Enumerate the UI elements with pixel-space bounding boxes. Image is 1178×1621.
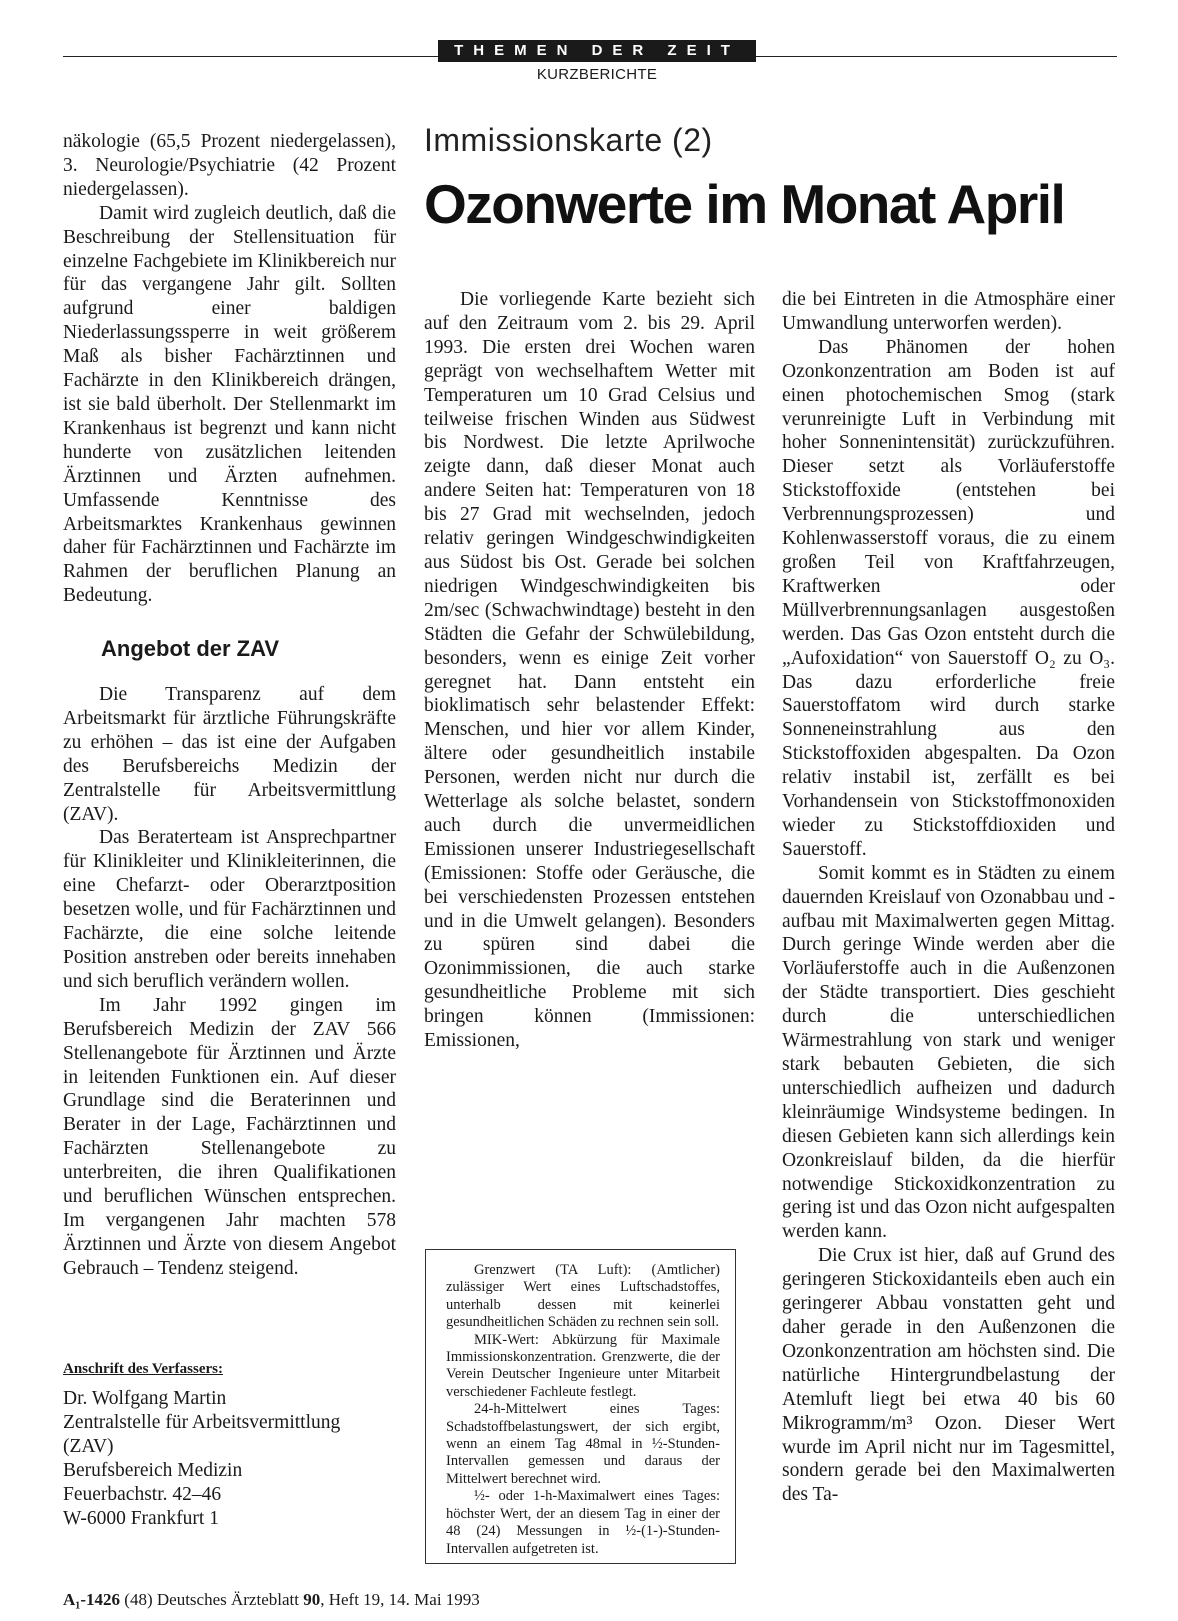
page-number: A₁-1426 bbox=[63, 1590, 121, 1609]
paragraph: Das Phänomen der hohen Ozonkonzentration am Boden ist auf einen photochemischen Smog (stark verunreinigte Luft in Verbindung mit hoher Sonnenintensität) zurückzuführen. Dieser setzt als Vorläuferstoffe Stickstoffoxide (entstehen bei Verbrennungsprozessen) und Kohlenwasserstoff voraus, die zu einem großen Teil von Kraftfahrzeugen, Kraftwerken oder Müllverbrennungsanlagen ausgestoßen werden. Das Gas Ozon entsteht durch die „Aufoxidation“ von Sauerstoff O₂ zu O₃. Das dazu erforderliche freie Sauerstoffatom wird durch starke Sonneneinstrahlung aus den Stickstoffoxiden abgespalten. Da Ozon relativ instabil ist, zerfällt es bei Vorhandensein von Stickstoffmonoxiden wieder zu Stickstoffdioxiden und Sauerstoff. bbox=[782, 336, 1115, 860]
header-band: THEMEN DER ZEIT bbox=[438, 40, 756, 62]
glossary-entry: MIK-Wert: Abkürzung für Maximale Immissionskonzentration. Grenzwerte, die der Verein Deutscher Ingenieure unter Mitarbeit verschiedener Fachleute festlegt. bbox=[446, 1331, 720, 1400]
paragraph: Die Transparenz auf dem Arbeitsmarkt für ärztliche Führungskräfte zu erhöhen – das ist eine der Aufgaben des Berufsbereichs Medizin der Zentralstelle für Arbeitsvermittlung (ZAV). bbox=[63, 684, 396, 825]
paragraph: näkologie (65,5 Prozent niedergelassen), 3. Neurologie/Psychiatrie (42 Prozent niedergelassen). bbox=[63, 131, 396, 200]
address-line: Zentralstelle für Arbeitsvermittlung bbox=[63, 1411, 341, 1433]
page-footer bbox=[63, 1590, 480, 1610]
author-address bbox=[63, 1387, 393, 1530]
column-left-lower bbox=[63, 683, 396, 1281]
article-kicker: Immissionskarte (2) bbox=[424, 122, 713, 158]
section-label: KURZBERICHTE bbox=[536, 66, 658, 83]
address-line: W-6000 Frankfurt 1 bbox=[63, 1507, 219, 1529]
column-middle bbox=[424, 288, 755, 1053]
glossary-box bbox=[425, 1249, 736, 1564]
article-headline: Ozonwerte im Monat April bbox=[424, 173, 1065, 235]
glossary-entry: 24-h-Mittelwert eines Tages: Schadstoffbelastungswert, der sich ergibt, wenn an einem Tag 48mal in ½-Stunden-Intervallen gemessen und daraus der Mittelwert berechnet wird. bbox=[446, 1401, 720, 1487]
address-label: Anschrift des Verfassers: bbox=[63, 1361, 223, 1377]
paragraph: Im Jahr 1992 gingen im Berufsbereich Medizin der ZAV 566 Stellenangebote für Ärztinnen und Ärzte in leitenden Funktionen ein. Auf dieser Grundlage sind die Beraterinnen und Berater in der Lage, Fachärztinnen und Fachärzten Stellenangebote zu unterbreiten, die ihren Qualifikationen und beruflichen Wünschen entsprechen. Im vergangenen Jahr machten 578 Ärztinnen und Ärzte von diesem Angebot Gebrauch – Tendenz steigend. bbox=[63, 994, 396, 1279]
paragraph: die bei Eintreten in die Atmosphäre einer Umwandlung unterworfen werden). bbox=[782, 289, 1115, 334]
paragraph: Die Crux ist hier, daß auf Grund des geringeren Stickoxidanteils eben auch ein geringerer Abbau vonstatten geht und daher gerade in den Außenzonen die Ozonkonzentration am höchsten sind. Die natürliche Hintergrundbelastung der Atemluft liegt bei etwa 40 bis 60 Mikrogramm/m³ Ozon. Dieser Wert wurde im April nicht nur im Tagesmittel, sondern gerade bei den Maximalwerten des Ta- bbox=[782, 1245, 1115, 1506]
address-line: Berufsbereich Medizin bbox=[63, 1459, 243, 1481]
paragraph: Damit wird zugleich deutlich, daß die Beschreibung der Stellensituation für einzelne Fachgebiete im Klinikbereich nur für das vergangene Jahr gilt. Sollten aufgrund einer baldigen Niederlassungssperre in weit größerem Maß als bisher Fachärztinnen und Fachärzte in den Klinikbereich drängen, ist sie bald überholt. Der Stellenmarkt im Krankenhaus ist begrenzt und kann nicht hunderte von zusätzlichen leitenden Ärztinnen und Ärzten aufnehmen. Umfassende Kenntnisse des Arbeitsmarktes Krankenhaus gewinnen daher für Fachärztinnen und Fachärzte im Rahmen der beruflichen Planung an Bedeutung. bbox=[63, 202, 396, 607]
footer-issue: , Heft 19, 14. Mai 1993 bbox=[320, 1590, 480, 1609]
paragraph: Das Beraterteam ist Ansprechpartner für Klinikleiter und Klinikleiterinnen, die eine Chefarzt- oder Oberarztposition besetzen wolle, und für Fachärztinnen und Fachärzte, die eine solche leitende Position anstreben oder bereits innehaben und sich beruflich verändern wollen. bbox=[63, 827, 396, 992]
column-right bbox=[782, 288, 1115, 1507]
address-line: (ZAV) bbox=[63, 1435, 114, 1457]
paragraph: Somit kommt es in Städten zu einem dauernden Kreislauf von Ozonabbau und -aufbau mit Maximalwerten gegen Mittag. Durch geringe Winde werden aber die Vorläuferstoffe auch in die Außenzonen der Städte transportiert. Dies geschieht durch die unterschiedlichen Wärmestrahlung von stark und weniger stark bebauten Gebieten, die sich unterschiedlich aufheizen und dadurch kleinräumige Windsysteme bedingen. In diesen Gebieten kann sich allerdings kein Ozonkreislauf bilden, da die hierfür notwendige Stickoxidkonzentration zu gering ist und das Ozon nicht aufgespalten werden kann. bbox=[782, 862, 1115, 1243]
column-left bbox=[63, 130, 396, 608]
subheading: Angebot der ZAV bbox=[101, 636, 280, 661]
address-line: Dr. Wolfgang Martin bbox=[63, 1388, 227, 1409]
glossary-entry: ½- oder 1-h-Maximalwert eines Tages: höchster Wert, der an diesem Tag in einer der 48 (24) Messungen in ½-(1-)-Stunden-Intervallen aufgetreten ist. bbox=[446, 1488, 720, 1557]
footer-journal: (48) Deutsches Ärzteblatt bbox=[120, 1590, 304, 1609]
footer-volume: 90 bbox=[303, 1590, 321, 1609]
address-line: Feuerbachstr. 42–46 bbox=[63, 1483, 222, 1505]
glossary-entry: Grenzwert (TA Luft): (Amtlicher) zulässiger Wert eines Luftschadstoffes, unterhalb dessen mit keinerlei gesundheitlichen Schäden zu rechnen sein soll. bbox=[446, 1262, 720, 1331]
paragraph: Die vorliegende Karte bezieht sich auf den Zeitraum vom 2. bis 29. April 1993. Die ersten drei Wochen waren geprägt von wechselhaftem Wetter mit Temperaturen um 10 Grad Celsius und teilweise frischen Winden aus Südwest bis Nordwest. Die letzte Aprilwoche zeigte dann, daß dieser Monat auch andere Seiten hat: Temperaturen von 18 bis 27 Grad mit wechselnden, jedoch relativ geringen Windgeschwindigkeiten aus Südost bis Ost. Gerade bei solchen niedrigen Windgeschwindigkeiten bis 2m/sec (Schwachwindtage) besteht in den Städten die Gefahr der Schwülebildung, besonders, wenn es einige Zeit vorher geregnet hat. Dann entsteht ein bioklimatisch sehr belastender Effekt: Menschen, und hier vor allem Kinder, ältere oder gesundheitlich instabile Personen, werden nicht nur durch die Wetterlage als solche belastet, sondern auch durch die unvermeidlichen Emissionen unserer Industriegesellschaft (Emissionen: Stoffe oder Geräusche, die bei verschiedensten Prozessen entstehen und in die Umwelt gelangen). Besonders zu spüren sind dabei die Ozonimmissionen, die auch starke gesundheitliche Probleme mit sich bringen können (Immissionen: Emissionen, bbox=[424, 289, 755, 1052]
